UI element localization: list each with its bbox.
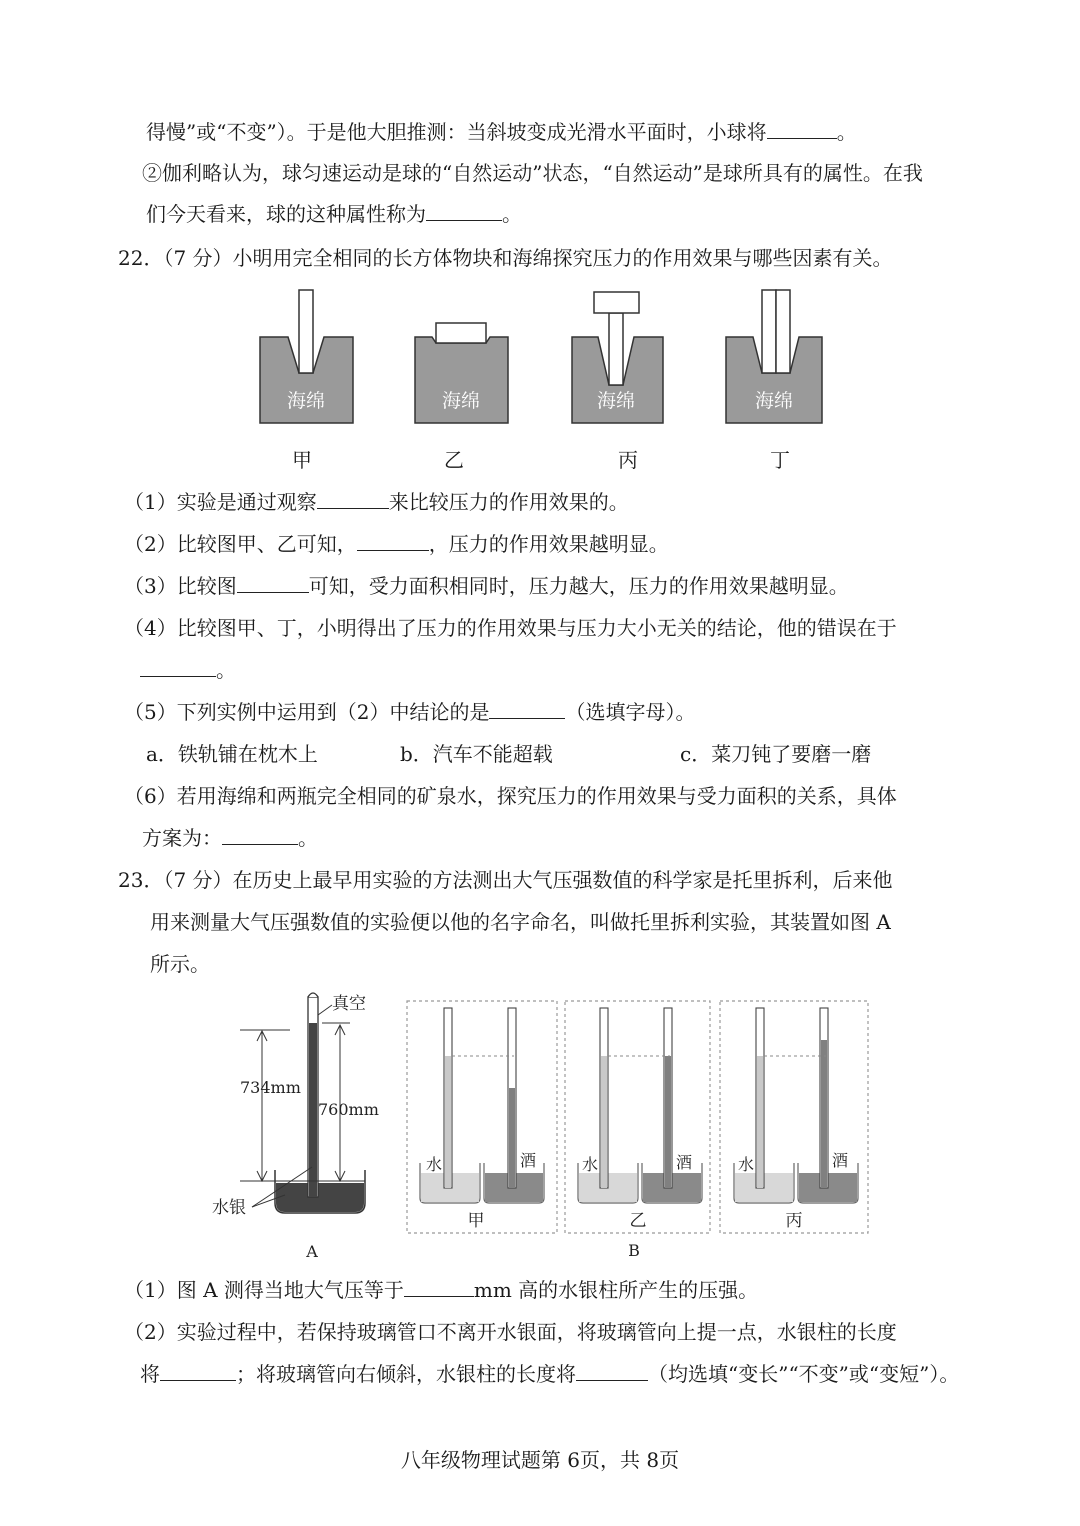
svg-text:乙: 乙 <box>629 1211 647 1231</box>
caption-a: A <box>306 1242 318 1261</box>
label-760mm: 760mm <box>318 1100 379 1119</box>
q22-part6: （6）若用海绵和两瓶完全相同的矿泉水，探究压力的作用效果与受力面积的关系，具体 <box>124 784 897 808</box>
label-734mm: 734mm <box>240 1078 301 1097</box>
q23-stem-2: 用来测量大气压强数值的实验便以他的名字命名，叫做托里拆利实验，其装置如图 A <box>150 910 891 934</box>
q22-sponge-figure <box>250 285 840 435</box>
sponge-yi <box>415 323 508 423</box>
sponge-jia <box>260 290 353 423</box>
q21-line1-text: 得慢”或“不变”）。于是他大胆推测：当斜坡变成光滑水平面时，小球将 <box>146 120 767 144</box>
svg-text:海绵: 海绵 <box>754 390 794 412</box>
svg-text:海绵: 海绵 <box>441 390 481 412</box>
q22-part3: （3）比较图 可知，受力面积相同时，压力越大，压力的作用效果越明显。 <box>124 574 849 598</box>
torricelli-figure-a <box>200 985 400 1265</box>
fig-label-yi: 乙 <box>444 448 464 472</box>
q22-blank-3 <box>237 572 309 593</box>
q23-part1: （1）图 A 测得当地大气压等于 mm 高的水银柱所产生的压强。 <box>124 1278 759 1302</box>
q22-blank-4 <box>140 656 216 677</box>
q22-blank-2 <box>357 530 429 551</box>
q22-part2: （2）比较图甲、乙可知， ，压力的作用效果越明显。 <box>124 532 669 556</box>
svg-text:丙: 丙 <box>785 1211 803 1231</box>
page-footer: 八年级物理试题第 6页，共 8页 <box>400 1448 680 1472</box>
fig-label-jia: 甲 <box>292 448 312 472</box>
q22-blank-6 <box>222 824 298 845</box>
svg-text:水: 水 <box>426 1155 443 1174</box>
q22-part4: （4）比较图甲、丁，小明得出了压力的作用效果与压力大小无关的结论，他的错误在于 <box>124 616 897 640</box>
svg-text:水: 水 <box>582 1155 599 1174</box>
svg-text:酒: 酒 <box>832 1151 849 1170</box>
svg-text:海绵: 海绵 <box>596 390 636 412</box>
q22-blank-5 <box>489 698 565 719</box>
q21-blank-1 <box>767 118 837 139</box>
q21-line1: 得慢”或“不变”）。于是他大胆推测：当斜坡变成光滑水平面时，小球将 。 <box>146 120 857 144</box>
q22-part4-cont: 。 <box>140 656 236 684</box>
sponge-ding <box>726 290 822 423</box>
q23-stem-3: 所示。 <box>150 952 210 976</box>
q23-stem-1: 23．（7 分）在历史上最早用实验的方法测出大气压强数值的科学家是托里拆利，后来他 <box>118 868 893 892</box>
q22-stem: 22．（7 分）小明用完全相同的长方体物块和海绵探究压力的作用效果与哪些因素有关。 <box>118 246 893 270</box>
svg-text:酒: 酒 <box>520 1151 537 1170</box>
fig-label-ding: 丁 <box>770 448 790 472</box>
svg-text:水: 水 <box>738 1155 755 1174</box>
sponge-bing <box>572 292 663 423</box>
caption-b: B <box>628 1241 640 1260</box>
svg-text:甲: 甲 <box>467 1211 485 1231</box>
q22-option-a: a．铁轨铺在枕木上 <box>146 742 318 766</box>
q23-blank-2 <box>160 1360 236 1381</box>
svg-text:海绵: 海绵 <box>286 390 326 412</box>
svg-text:酒: 酒 <box>676 1153 693 1172</box>
q22-option-b: b．汽车不能超载 <box>400 742 553 766</box>
q23-blank-3 <box>576 1360 648 1381</box>
q22-part6-cont: 方案为： 。 <box>142 826 318 850</box>
q23-blank-1 <box>404 1276 474 1297</box>
panel-jia <box>407 1001 557 1233</box>
label-mercury: 水银 <box>212 1198 246 1218</box>
q22-part5: （5）下列实例中运用到（2）中结论的是 （选填字母）。 <box>124 700 696 724</box>
q22-option-c: c．菜刀钝了要磨一磨 <box>680 742 872 766</box>
q21-blank-2 <box>426 200 502 221</box>
q21-line3: 们今天看来，球的这种属性称为 。 <box>146 202 522 226</box>
q23-part2: （2）实验过程中，若保持玻璃管口不离开水银面，将玻璃管向上提一点，水银柱的长度 <box>124 1320 897 1344</box>
q22-part1: （1）实验是通过观察 来比较压力的作用效果的。 <box>124 490 629 514</box>
panel-yi <box>565 1001 710 1233</box>
figure-b <box>404 998 874 1262</box>
q22-blank-1 <box>317 488 389 509</box>
panel-bing <box>720 1001 868 1233</box>
q21-line2: ②伽利略认为，球匀速运动是球的“自然运动”状态，“自然运动”是球所具有的属性。在我 <box>142 161 923 185</box>
q23-part2-cont: 将 ；将玻璃管向右倾斜，水银柱的长度将 （均选填“变长”“不变”或“变短”）。 <box>140 1362 960 1386</box>
label-vacuum: 真空 <box>332 994 366 1014</box>
fig-label-bing: 丙 <box>618 448 638 472</box>
